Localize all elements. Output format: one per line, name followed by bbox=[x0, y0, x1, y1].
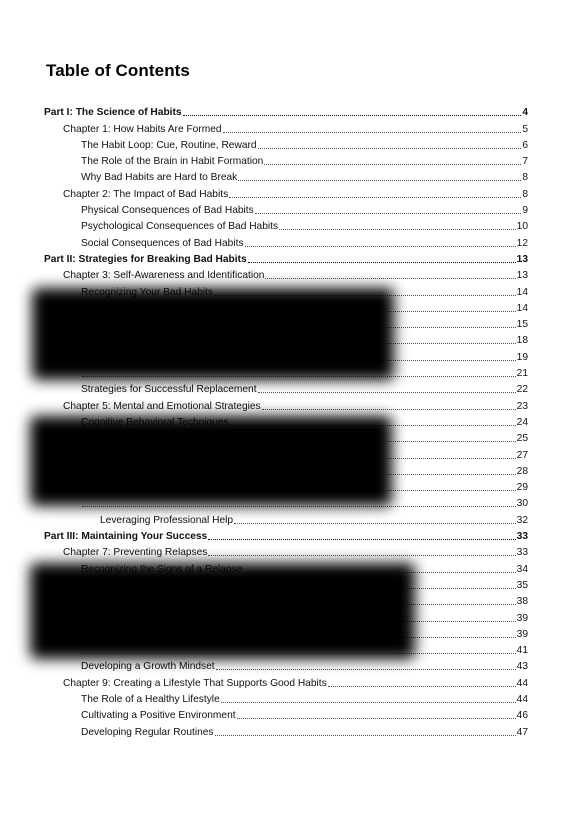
toc-entry-page-number: 43 bbox=[516, 661, 528, 673]
dot-leader bbox=[258, 392, 516, 393]
dot-leader bbox=[183, 115, 522, 116]
toc-entry-page-number: 4 bbox=[522, 107, 528, 119]
toc-part-entry[interactable] bbox=[44, 527, 528, 543]
toc-section-entry[interactable] bbox=[44, 201, 528, 217]
dot-leader bbox=[279, 229, 516, 230]
toc-entry-page-number: 24 bbox=[516, 416, 528, 428]
toc-entry-label: Strategies for Successful Replacement bbox=[81, 384, 257, 396]
toc-entry-label: Cultivating a Positive Environment bbox=[81, 710, 236, 722]
toc-entry-page-number: 44 bbox=[516, 677, 528, 689]
page-title: Table of Contents bbox=[46, 61, 190, 80]
dot-leader bbox=[221, 702, 516, 703]
toc-chapter-entry[interactable] bbox=[44, 396, 528, 412]
toc-section-entry[interactable] bbox=[44, 233, 528, 249]
toc-entry-label: Social Consequences of Bad Habits bbox=[81, 237, 244, 249]
dot-leader bbox=[234, 523, 516, 524]
toc-entry-page-number: 29 bbox=[516, 482, 528, 494]
toc-section-entry[interactable] bbox=[44, 380, 528, 396]
toc-entry-page-number: 5 bbox=[522, 123, 528, 135]
toc-chapter-entry[interactable] bbox=[44, 119, 528, 135]
toc-chapter-entry[interactable] bbox=[44, 543, 528, 559]
dot-leader bbox=[265, 278, 515, 279]
toc-entry-page-number: 8 bbox=[522, 172, 528, 184]
toc-entry-page-number: 10 bbox=[516, 221, 528, 233]
toc-entry-page-number: 44 bbox=[516, 693, 528, 705]
toc-entry-page-number: 15 bbox=[516, 319, 528, 331]
redaction-block bbox=[32, 288, 394, 380]
redaction-block bbox=[30, 563, 415, 659]
dot-leader bbox=[223, 132, 522, 133]
toc-entry-label: Chapter 5: Mental and Emotional Strategies bbox=[63, 400, 261, 412]
toc-entry-page-number: 8 bbox=[522, 188, 528, 200]
toc-entry-page-number: 27 bbox=[516, 449, 528, 461]
toc-section-entry[interactable] bbox=[44, 136, 528, 152]
dot-leader bbox=[229, 197, 521, 198]
toc-entry-label: Chapter 7: Preventing Relapses bbox=[63, 547, 208, 559]
toc-section-entry[interactable] bbox=[44, 217, 528, 233]
toc-entry-page-number: 23 bbox=[516, 400, 528, 412]
toc-entry-page-number: 21 bbox=[516, 368, 528, 380]
dot-leader bbox=[215, 735, 516, 736]
toc-entry-page-number: 30 bbox=[516, 498, 528, 510]
toc-chapter-entry[interactable] bbox=[44, 266, 528, 282]
dot-leader bbox=[237, 718, 516, 719]
dot-leader bbox=[258, 148, 522, 149]
toc-entry-page-number: 6 bbox=[522, 139, 528, 151]
toc-entry-page-number: 34 bbox=[516, 563, 528, 575]
toc-entry-label: The Habit Loop: Cue, Routine, Reward bbox=[81, 139, 257, 151]
toc-entry-page-number: 13 bbox=[516, 253, 528, 265]
dot-leader bbox=[255, 213, 522, 214]
dot-leader bbox=[208, 539, 515, 540]
redaction-block bbox=[30, 416, 392, 506]
toc-entry-page-number: 14 bbox=[516, 286, 528, 298]
dot-leader bbox=[208, 555, 515, 556]
toc-entry-label: Part I: The Science of Habits bbox=[44, 107, 182, 119]
dot-leader bbox=[82, 506, 516, 507]
dot-leader bbox=[238, 180, 521, 181]
toc-entry-page-number: 25 bbox=[516, 433, 528, 445]
toc-chapter-entry[interactable] bbox=[44, 184, 528, 200]
toc-entry-page-number: 46 bbox=[516, 710, 528, 722]
toc-entry-label: Chapter 3: Self-Awareness and Identification bbox=[63, 270, 265, 282]
toc-entry-page-number: 39 bbox=[516, 628, 528, 640]
toc-entry-page-number: 32 bbox=[516, 514, 528, 526]
toc-entry-label: Developing Regular Routines bbox=[81, 726, 214, 738]
toc-entry-page-number: 35 bbox=[516, 579, 528, 591]
toc-section-entry[interactable] bbox=[44, 690, 528, 706]
dot-leader bbox=[216, 669, 516, 670]
toc-entry-page-number: 33 bbox=[516, 531, 528, 543]
toc-chapter-entry[interactable] bbox=[44, 673, 528, 689]
toc-entry-label: Chapter 2: The Impact of Bad Habits bbox=[63, 188, 229, 200]
toc-entry-page-number: 28 bbox=[516, 465, 528, 477]
toc-entry-page-number: 12 bbox=[516, 237, 528, 249]
dot-leader bbox=[248, 262, 516, 263]
toc-section-entry[interactable] bbox=[44, 168, 528, 184]
toc-entry-page-number: 38 bbox=[516, 596, 528, 608]
toc-entry-label: Part III: Maintaining Your Success bbox=[44, 531, 208, 543]
toc-section-entry[interactable] bbox=[44, 152, 528, 168]
toc-entry-label: Part II: Strategies for Breaking Bad Habits bbox=[44, 253, 247, 265]
toc-entry-page-number: 14 bbox=[516, 302, 528, 314]
toc-entry-label: Why Bad Habits are Hard to Break bbox=[81, 172, 238, 184]
toc-entry-page-number: 39 bbox=[516, 612, 528, 624]
toc-entry-page-number: 22 bbox=[516, 384, 528, 396]
toc-section-entry[interactable] bbox=[44, 510, 528, 526]
toc-section-entry[interactable] bbox=[44, 706, 528, 722]
toc-part-entry[interactable] bbox=[44, 250, 528, 266]
toc-entry-label: Psychological Consequences of Bad Habits bbox=[81, 221, 279, 233]
toc-entry-page-number: 19 bbox=[516, 351, 528, 363]
toc-entry-label: The Role of a Healthy Lifestyle bbox=[81, 693, 220, 705]
toc-entry-page-number: 7 bbox=[522, 156, 528, 168]
toc-entry-page-number: 13 bbox=[516, 270, 528, 282]
toc-section-entry[interactable] bbox=[44, 722, 528, 738]
toc-entry-label: Chapter 9: Creating a Lifestyle That Supports Good Habits bbox=[63, 677, 327, 689]
dot-leader bbox=[245, 246, 516, 247]
toc-part-entry[interactable] bbox=[44, 103, 528, 119]
dot-leader bbox=[264, 164, 521, 165]
toc-entry-page-number: 18 bbox=[516, 335, 528, 347]
toc-entry-page-number: 41 bbox=[516, 645, 528, 657]
toc-entry-label: Physical Consequences of Bad Habits bbox=[81, 205, 254, 217]
toc-section-entry[interactable] bbox=[44, 657, 528, 673]
dot-leader bbox=[262, 409, 516, 410]
toc-entry-label: Chapter 1: How Habits Are Formed bbox=[63, 123, 222, 135]
toc-entry-page-number: 33 bbox=[516, 547, 528, 559]
toc-entry-page-number: 9 bbox=[522, 205, 528, 217]
toc-entry-page-number: 47 bbox=[516, 726, 528, 738]
toc-entry-label: The Role of the Brain in Habit Formation bbox=[81, 156, 264, 168]
toc-entry-label: Leveraging Professional Help bbox=[100, 514, 234, 526]
toc-entry-label: Developing a Growth Mindset bbox=[81, 661, 215, 673]
dot-leader bbox=[328, 686, 516, 687]
